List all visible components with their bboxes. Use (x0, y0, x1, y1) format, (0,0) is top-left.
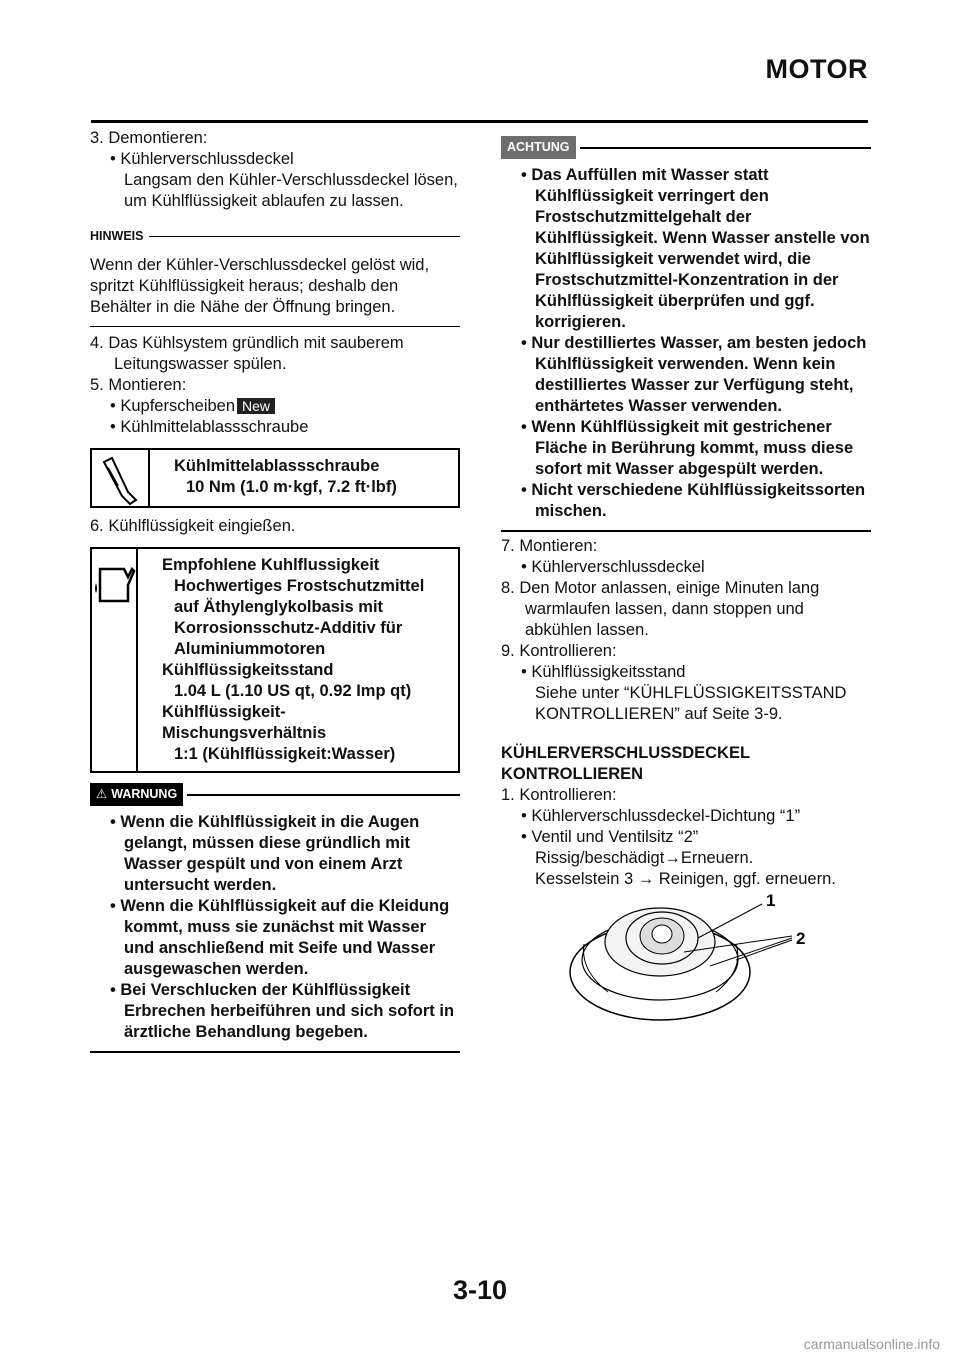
spec2-value3: 1:1 (Kühlflüssigkeit:Wasser) (174, 745, 396, 763)
spec2-value: Hochwertiges Frostschutzmittel auf Äthylenglykolbasis mit Korrosionsschutz-Additiv für Aluminiummotoren (174, 577, 425, 658)
step-9-text: Siehe unter “KÜHLFLÜSSIGKEITSSTAND KONTROLLIEREN” auf Seite 3-9. (535, 684, 847, 723)
section-title: KÜHLERVERSCHLUSSDECKEL KONTROLLIEREN (501, 744, 750, 783)
step-3-bullet: • Kühlerverschlussdeckel (110, 150, 294, 168)
step-9-bullet: • Kühlflüssigkeitsstand (521, 663, 686, 681)
callout-1: 1 (766, 891, 776, 910)
warning-body (90, 812, 460, 1053)
coolant-spec-box (90, 547, 460, 773)
right-column (501, 128, 871, 890)
caution-item-2: • Nur destilliertes Wasser, am besten jedoch Kühlflüssigkeit verwenden. Wenn kein destilliertes Wasser zur Verfügung steht, enthärtetes Wasser verwenden. (521, 334, 867, 415)
spec2-value2: 1.04 L (1.10 US qt, 0.92 Imp qt) (174, 682, 412, 700)
caution-item-3: • Wenn Kühlflüssigkeit mit gestrichener Fläche in Berührung kommt, muss diese sofort mit Wasser abgespült werden. (521, 418, 854, 478)
spec2-title2: Kühlflüssigkeitsstand (162, 661, 334, 679)
spec1-value: 10 Nm (1.0 m·kgf, 7.2 ft·lbf) (186, 478, 397, 496)
inspect-text-2: Kesselstein 3 → Reinigen, ggf. erneuern. (535, 870, 836, 888)
step-4: 4. Das Kühlsystem gründlich mit sauberem Leitungswasser spülen. (90, 334, 404, 373)
inspect-bullet-1: • Kühlerverschlussdeckel-Dichtung “1” (521, 807, 801, 825)
page-header-title: MOTOR (765, 54, 868, 84)
footer-watermark: carmanualsonline.info (803, 1336, 940, 1352)
step-5-bullet-2: • Kühlmittelablassschraube (110, 418, 309, 436)
warning-tag (90, 783, 183, 806)
step-7-bullet: • Kühlerverschlussdeckel (521, 558, 705, 576)
inspect-step-1: 1. Kontrollieren: (501, 786, 617, 804)
note-line (149, 236, 460, 237)
spec1-title: Kühlmittelablassschraube (174, 457, 380, 475)
note-label: HINWEIS (90, 229, 144, 243)
caution-line (580, 147, 872, 149)
caution-header (501, 136, 871, 159)
step-5: 5. Montieren: (90, 376, 187, 394)
torque-spec-box (90, 448, 460, 508)
step-3-text: Langsam den Kühler-Verschlussdeckel lösen, um Kühlflüssigkeit ablaufen zu lassen. (124, 171, 458, 210)
caution-body (501, 165, 871, 532)
new-badge: New (237, 398, 275, 414)
note-header (90, 226, 460, 247)
step-3: 3. Demontieren: (90, 129, 208, 147)
page-number: 3-10 (452, 1275, 508, 1305)
step-5-b1-text: • Kupferscheiben (110, 397, 236, 415)
warning-line (187, 794, 460, 796)
warning-label: WARNUNG (111, 787, 178, 801)
step-6: 6. Kühlflüssigkeit eingießen. (90, 517, 296, 535)
callout-2: 2 (796, 929, 806, 948)
caution-item-1: • Das Auffüllen mit Wasser statt Kühlflüssigkeit verringert den Frostschutzmittelgehalt der Kühlflüssigkeit. Wenn Wasser anstelle von Kühlflüssigkeit verwendet wird, die Frostschutzmittel-Konzentration in der Kühlflüssigkeit überprüfen und ggf. korrigieren. (521, 166, 870, 331)
warning-item-1: • Wenn die Kühlflüssigkeit in die Augen gelangt, müssen diese gründlich mit Wasser gespült und von einem Arzt untersucht werden. (110, 813, 420, 894)
header-rule (91, 120, 868, 123)
oil-can-icon (92, 549, 138, 771)
warning-triangle-icon: ⚠ (96, 787, 108, 801)
note-body: Wenn der Kühler-Verschlussdeckel gelöst wid, spritzt Kühlflüssigkeit heraus; deshalb den Behälter in die Nähe der Öffnung bringen. (90, 255, 460, 327)
spec2-title: Empfohlene Kuhlflussigkeit (162, 556, 380, 574)
caution-item-4: • Nicht verschiedene Kühlflüssigkeitssorten mischen. (521, 481, 866, 520)
step-7: 7. Montieren: (501, 537, 598, 555)
warning-header (90, 783, 460, 806)
step-5-bullet-1 (100, 396, 460, 417)
warning-item-2: • Wenn die Kühlflüssigkeit auf die Kleidung kommt, muss sie zunächst mit Wasser und anschließend mit Seife und Wasser ausgewaschen werden. (110, 897, 450, 978)
left-column (90, 128, 460, 1053)
step-8: 8. Den Motor anlassen, einige Minuten lang warmlaufen lassen, dann stoppen und abkühlen lassen. (501, 579, 820, 639)
radiator-cap-diagram (560, 880, 820, 1030)
torque-wrench-icon (92, 450, 150, 506)
warning-item-3: • Bei Verschlucken der Kühlflüssigkeit Erbrechen herbeiführen und sich sofort in ärztliche Behandlung begeben. (110, 981, 455, 1041)
step-9: 9. Kontrollieren: (501, 642, 617, 660)
radiator-cap-illustration (560, 880, 820, 1030)
inspect-text-1: Rissig/beschädigt→Erneuern. (535, 849, 754, 867)
spec2-title3: Kühlflüssigkeit-Mischungsverhältnis (162, 703, 327, 742)
inspect-bullet-2: • Ventil und Ventilsitz “2” (521, 828, 699, 846)
caution-label: ACHTUNG (501, 136, 576, 159)
